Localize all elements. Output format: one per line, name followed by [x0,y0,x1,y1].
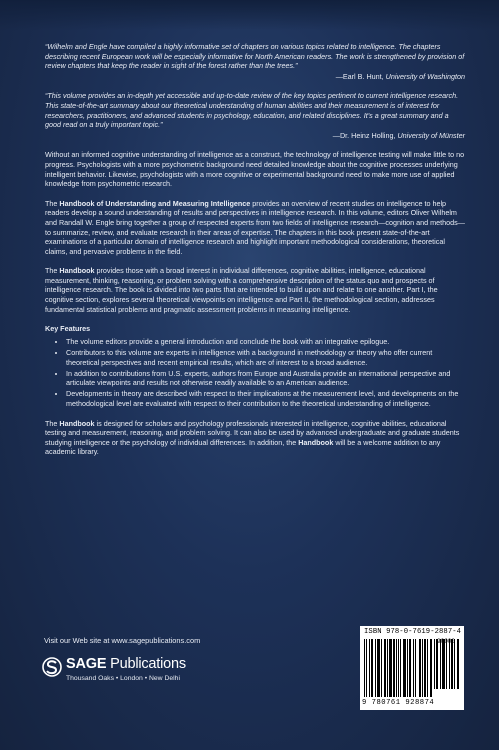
book-title: Handbook of Understanding and Measuring Intelligence [59,198,251,208]
isbn-text: ISBN 978-0-7619-2887-4 [364,628,462,636]
barcode-bar [375,639,376,697]
barcode-bar [415,639,416,697]
endorsement-attribution [45,131,465,141]
endorsement-author: —Dr. Heinz Holling, [332,130,398,140]
handbook-word: Handbook [59,266,95,276]
publisher-name-rest: Publications [106,656,186,672]
key-feature-item: • In addition to contributions from U.S. experts, authors from Europe and Australia provide an international perspective and articulate viewpoints and results not otherwise readily available to an American audience. [66,369,465,388]
text-run: provides an overview of recent studies on intelligence to help readers develop a sound understanding of results and perspectives in intelligence research. In this volume, editors Oliver Wilhelm and Randall W. Engle bring together a group of respected experts from two fields of intelligence research—cognition and methods—to summarize, review, and evaluate research in their areas of expertise. The chapters in this book present state-of-the-art examinations of a particular domain of intelligence research and highlight important methodological considerations, theoretical claims, and pervasive problems in the field. [45,198,465,256]
ean-number: 9 780761 928874 [362,699,435,707]
barcode-bar [381,639,382,697]
barcode-bar [419,639,421,697]
website-link[interactable]: Visit our Web site at www.sagepublications.com [44,636,201,645]
barcode-bar [369,639,370,697]
barcode-bar [377,639,380,697]
key-features [45,324,465,408]
barcode-bar [389,639,392,697]
text-run: The [45,418,60,428]
key-feature-item: • Developments in theory are described with respect to their implications at the measurement level, and developments on the methodological level are evaluated with respect to their contribution to the theoretical understanding of intelligence. [66,389,465,408]
barcode [360,626,464,710]
endorsement-affiliation: University of Münster [397,130,465,140]
barcode-bar [440,639,441,689]
addon-barcode-bars [434,639,460,689]
publisher-name [66,656,186,672]
barcode-bar [442,639,445,689]
barcode-bar [409,639,411,697]
key-features-title: Key Features [45,324,91,334]
publisher-name-bold: SAGE [66,656,107,672]
top-band [0,0,499,30]
cover-text [45,42,465,467]
publisher-logo [41,654,241,694]
barcode-bar [387,639,388,697]
barcode-bar [413,639,414,697]
key-feature-item: • The volume editors provide a general introduction and conclude the book with an integrative epilogue. [66,337,465,347]
endorsement-author: —Earl B. Hunt, [335,71,386,81]
barcode-bar [407,639,408,697]
publisher-cities: Thousand Oaks • London • New Delhi [66,675,180,682]
barcode-bar [427,639,428,697]
text-run: The [45,198,60,208]
endorsement-attribution [45,72,465,82]
barcode-bar [449,639,450,689]
endorsement-1 [45,42,465,81]
barcode-bar [434,639,435,689]
description-paragraph-3 [45,266,465,314]
barcode-bar [371,639,373,697]
description-paragraph-2 [45,199,465,257]
text-run: will be a welcome addition to any academic library. [45,437,441,457]
barcode-bar [400,639,401,697]
barcode-bar [403,639,406,697]
text-run: The [45,266,60,276]
barcode-bar [430,639,432,697]
barcode-bar [422,639,423,697]
barcode-bar [396,639,397,697]
text-run: is designed for scholars and psychology professionals interested in intelligence, cognitive abilities, educational testing and measurement, reasoning, and problem solving. It can also be used by advanced undergraduate and graduate students studying intelligence or the psychology of individual differences. In addition, the [45,418,460,447]
barcode-bar [424,639,426,697]
description-paragraph-1: Without an informed cognitive understanding of intelligence as a construct, the technology of intelligence testing will make little to no progress. Psychologists with a more psychometric background need detailed knowledge about the cognitive processes underlying intelligent behavior. Likewise, psychologists with a more cognitive or experimental background need to make more use of applied knowledge from psychometric research. [45,150,465,189]
barcode-bar [364,639,365,697]
endorsement-text: “This volume provides an in-depth yet accessible and up-to-date review of the key topics pertinent to current intelligence research. This state-of-the-art summary about our theoretical understanding of human abilities and their measurement is of interest for researchers, practitioners, and advanced students in psychology, education, and related disciplines. It’s a great summary and a good read on a truly important topic.” [45,91,459,130]
addon-number: 90000 [437,638,456,645]
barcode-bar [457,639,459,689]
barcode-bar [393,639,395,697]
handbook-word: Handbook [298,437,334,447]
barcode-bar [398,639,399,697]
endorsement-2 [45,91,465,140]
ean-barcode-bars [364,639,432,697]
endorsement-affiliation: University of Washington [385,71,465,81]
barcode-bar [436,639,438,689]
key-feature-item: • Contributors to this volume are experts in intelligence with a background in methodology or theory who offer current theoretical perspectives and recent empirical results, which are of interest to a broad audience. [66,348,465,367]
key-features-list [45,337,465,409]
barcode-bar [384,639,386,697]
text-run: provides those with a broad interest in individual differences, cognitive abilities, intelligence, educational measurement, thinking, reasoning, or problem solving with a comprehensive description of the status quo and prospects of intelligence research. The book is divided into two parts that are intended to build upon and relate to one another. Part I, the cognitive section, explores several theoretical viewpoints on intelligence and Part II, the methodological section, addresses fundamental statistical problems and pragmatic assessment problems in measuring intelligence. [45,266,438,314]
barcode-bar [454,639,455,689]
endorsement-text: “Wilhelm and Engle have compiled a highly informative set of chapters on various topics related to intelligence. The chapters describing recent European work will be especially informative for North American readers. The work is strengthened by provision of review chapters that keep the reader in sight of the forest rather than the trees.” [45,42,465,71]
barcode-bar [446,639,447,689]
handbook-word: Handbook [59,418,95,428]
barcode-bar [451,639,453,689]
description-paragraph-4 [45,419,465,457]
barcode-bar [366,639,367,697]
sage-swirl-icon [41,657,63,677]
